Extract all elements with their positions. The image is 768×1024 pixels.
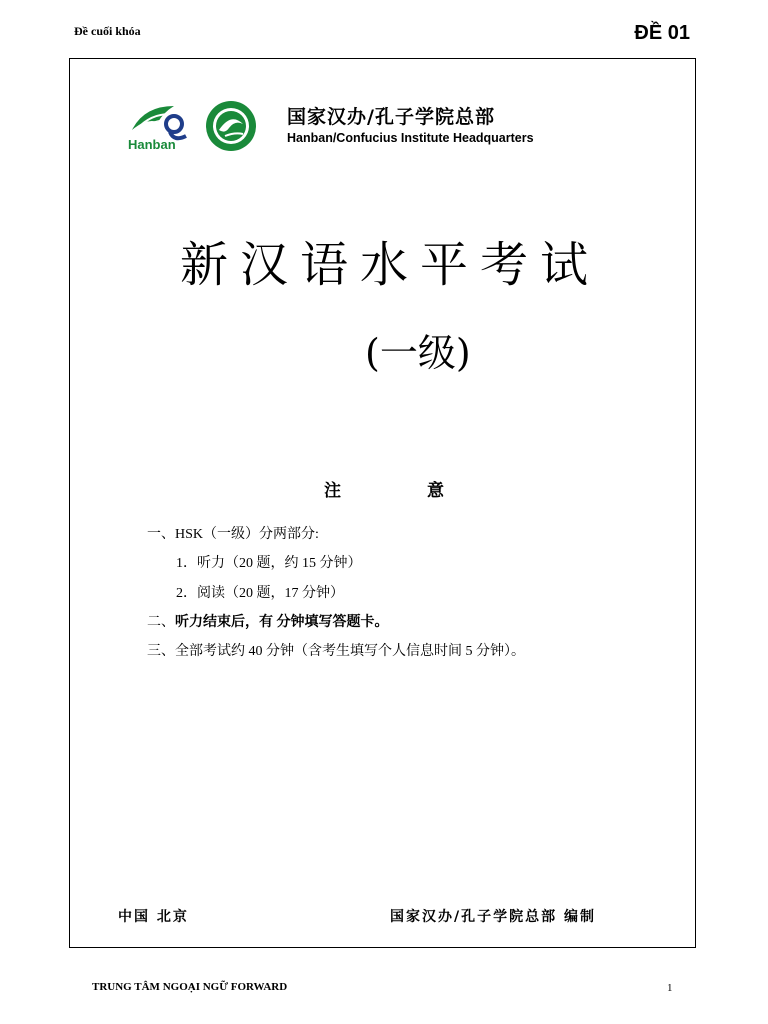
notice-item-2-lead: 二、 [147,615,175,630]
confucius-institute-logo [205,100,257,152]
notice-item-reading: 2．阅读（20 题，17 分钟） [176,586,344,601]
notice-item-2 [147,611,389,631]
org-name-english: Hanban/Confucius Institute Headquarters [287,131,534,145]
header-left: Đề cuối khóa [74,24,141,38]
exam-level: (一级) [365,331,471,375]
location-text: 中国 北京 [118,909,189,925]
notice-heading: 注 意 [324,481,484,501]
notice-item-3: 三、全部考试约 40 分钟（含考生填写个人信息时间 5 分钟）。 [147,644,525,659]
notice-item-1: 一、HSK（一级）分两部分: [147,527,319,542]
cover-frame [69,58,696,948]
publisher-text: 国家汉办/孔子学院总部 编制 [390,909,596,925]
org-name-chinese: 国家汉办/孔子学院总部 [287,106,495,128]
page-number: 1 [667,982,673,994]
hanban-logo-text: Hanban [128,137,176,152]
header-right: ĐỀ 01 [634,22,690,44]
page-footer-center: TRUNG TÂM NGOẠI NGỮ FORWARD [92,981,288,993]
exam-title: 新汉语水平考试 [179,237,600,293]
hanban-logo [124,100,198,152]
notice-item-listening: 1．听力（20 题，约 15 分钟） [176,556,362,571]
notice-item-2-text: 听力结束后，有 分钟填写答题卡。 [175,615,389,630]
